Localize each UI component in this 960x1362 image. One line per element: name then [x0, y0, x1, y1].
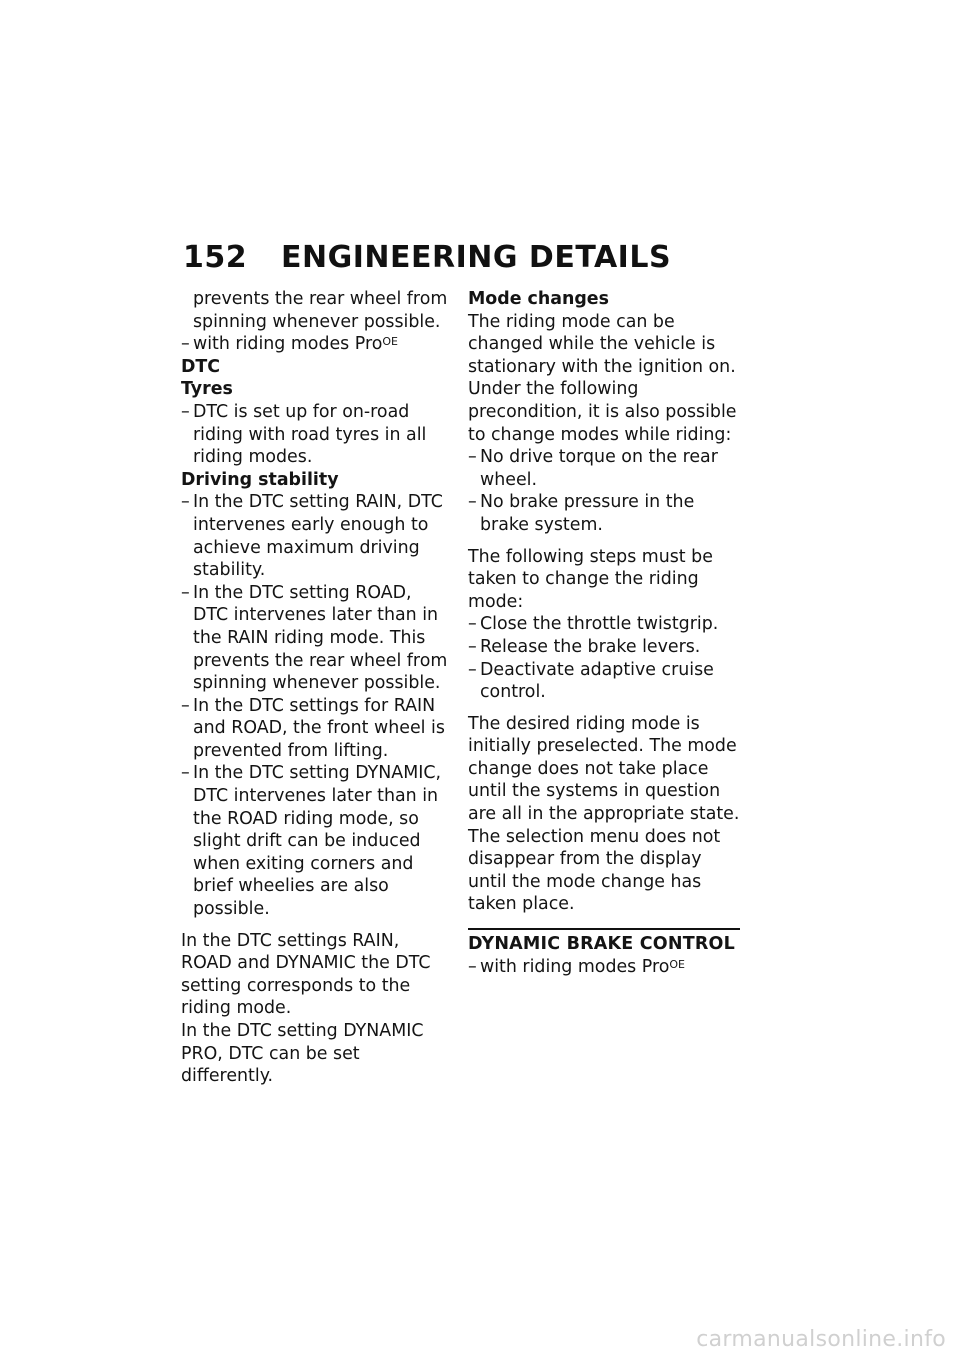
- watermark: carmanualsonline.info: [696, 1327, 946, 1352]
- list-item: – In the DTC settings for RAIN and ROAD, the front wheel is prevented from lifting.: [181, 695, 445, 761]
- paragraph: In the DTC settings RAIN, ROAD and DYNAMIC the DTC setting corresponds to the riding mode.: [181, 930, 431, 1019]
- page-header: [183, 240, 671, 275]
- list-item: – In the DTC setting DYNAMIC, DTC intervenes later than in the ROAD riding mode, so slight drift can be induced when exiting corners and brief wheelies are also possible.: [181, 763, 442, 920]
- right-column: [468, 288, 740, 978]
- paragraph: The desired riding mode is initially preselected. The mode change does not take place until the systems in question are all in the appropriate state.: [468, 713, 740, 825]
- riding-modes-note: – with riding modes Pro$^{OE}$: [468, 956, 685, 977]
- list-item: – Release the brake levers.: [468, 636, 701, 657]
- riding-modes-note: – with riding modes Pro$^{OE}$: [181, 334, 398, 355]
- list-item: – DTC is set up for on-road riding with road tyres in all riding modes.: [181, 401, 427, 468]
- paragraph: The riding mode can be changed while the vehicle is stationary with the ignition on. Under the following precondition, it is also possible to change modes while riding:: [468, 311, 737, 445]
- paragraph: The selection menu does not disappear from the display until the mode change has taken place.: [468, 826, 721, 915]
- left-column: [181, 288, 449, 1088]
- list-item: – In the DTC setting ROAD, DTC intervenes later than in the RAIN riding mode. This prevents the rear wheel from spinning whenever possible.: [181, 582, 448, 694]
- driving-stability-heading: Driving stability: [181, 469, 339, 490]
- paragraph: The following steps must be taken to change the riding mode:: [468, 546, 713, 612]
- list-item: – In the DTC setting RAIN, DTC intervenes early enough to achieve maximum driving stability.: [181, 492, 443, 581]
- page-number: 152: [183, 240, 248, 275]
- list-item: – No brake pressure in the brake system.: [468, 492, 695, 535]
- list-item: – No drive torque on the rear wheel.: [468, 447, 718, 490]
- continued-text: prevents the rear wheel from spinning whenever possible.: [193, 289, 448, 332]
- list-item: – Close the throttle twistgrip.: [468, 614, 719, 635]
- paragraph: In the DTC setting DYNAMIC PRO, DTC can be set differently.: [181, 1021, 424, 1087]
- chapter-title: ENGINEERING DETAILS: [281, 240, 672, 275]
- section-title: DYNAMIC BRAKE CONTROL: [468, 928, 740, 956]
- mode-changes-heading: Mode changes: [468, 289, 609, 309]
- tyres-heading: Tyres: [181, 379, 233, 400]
- list-item: – Deactivate adaptive cruise control.: [468, 659, 714, 703]
- oe-superscript: OE: [382, 335, 398, 349]
- oe-superscript: OE: [669, 957, 685, 971]
- dtc-heading: DTC: [181, 356, 221, 377]
